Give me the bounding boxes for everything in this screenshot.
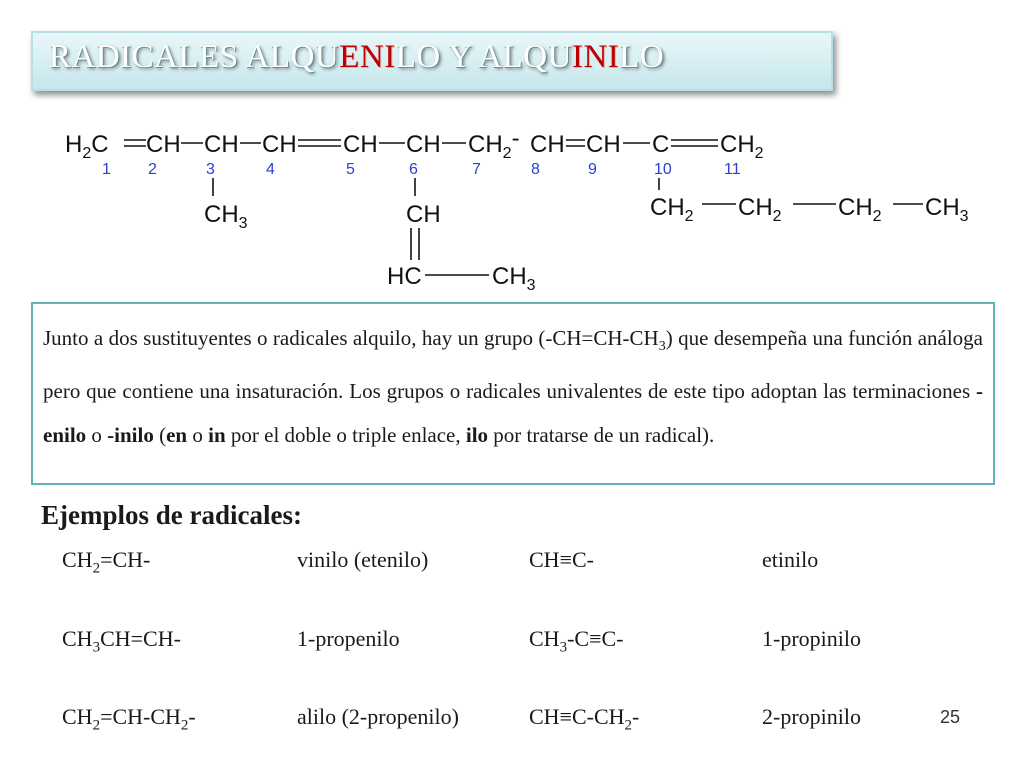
locant-5: 5 — [346, 161, 355, 178]
structural-formula — [0, 100, 1024, 300]
atom-ch2-7: $CH_2-$ — [468, 125, 520, 162]
example-name-2-propinilo: 2-propinilo — [762, 704, 861, 729]
atom-ch-9: CH — [586, 131, 621, 158]
branch-6-ch: CH — [406, 201, 441, 228]
example-name-alilo: alilo (2-propenilo) — [297, 704, 459, 729]
atom-ch2-11: $CH_2$ — [720, 131, 764, 162]
example-name-1-propenilo: 1-propenilo — [297, 626, 400, 651]
term-in: in — [208, 423, 226, 448]
locant-4: 4 — [266, 161, 275, 178]
term-ilo: ilo — [465, 423, 489, 448]
branch-10-ch2-c: $CH_2$ — [838, 194, 882, 225]
atom-c-10: C — [652, 131, 670, 158]
slide-title — [49, 39, 664, 76]
atom-h2c-1: $H_2C$ — [65, 131, 109, 162]
branch-6-ch3: $CH_3$ — [492, 263, 536, 294]
locant-9: 9 — [588, 161, 597, 178]
example-name-vinilo: vinilo (etenilo) — [297, 547, 429, 572]
locant-11: 11 — [724, 161, 741, 178]
example-formula-1-propenilo: $CH_3CH=CH-$ — [62, 626, 181, 656]
locant-2: 2 — [148, 161, 157, 178]
title-highlight-eni: ENI — [339, 39, 396, 75]
term-inilo: -inilo — [107, 423, 154, 448]
examples-heading: Ejemplos de radicales: — [41, 500, 302, 530]
branch-6-hc: HC — [387, 263, 422, 290]
info-box — [31, 302, 995, 485]
branch-10-ch2-a: $CH_2$ — [650, 194, 694, 225]
locant-1: 1 — [102, 161, 111, 178]
locant-6: 6 — [409, 161, 418, 178]
info-paragraph: Junto a dos sustituyentes o radicales alquilo, hay un grupo $(-CH=CH-CH_3)$ que desempeña una función análoga pero que contiene una insaturación. Los grupos o radicales univalentes de este tipo adoptan las terminaciones -enilo o -inilo (en o in por el doble o triple enlace, ilo por tratarse de un radical). — [43, 326, 984, 448]
title-highlight-ini: INI — [571, 39, 620, 75]
example-name-etinilo: etinilo — [762, 547, 819, 572]
term-en: en — [166, 423, 188, 448]
branch-3-ch3: $CH_3$ — [204, 201, 248, 232]
branch-10-ch2-b: $CH_2$ — [738, 194, 782, 225]
example-formula-alilo: $CH_2=CH-CH_2-$ — [62, 704, 196, 734]
atom-ch-2: CH — [146, 131, 181, 158]
locant-3: 3 — [206, 161, 215, 178]
title-part1: RADICALES ALQU — [49, 39, 340, 75]
atom-ch-6: CH — [406, 131, 441, 158]
locant-10: 10 — [654, 161, 672, 178]
atom-ch-8: CH — [530, 131, 565, 158]
example-formula-etinilo: CH≡C- — [529, 547, 594, 572]
locant-7: 7 — [472, 161, 481, 178]
branch-10-ch3: $CH_3$ — [925, 194, 969, 225]
term-enilo: -enilo — [43, 379, 983, 448]
locant-8: 8 — [531, 161, 540, 178]
title-box — [31, 31, 833, 91]
example-formula-1-propinilo: $CH_3-C\equiv C-$ — [529, 626, 624, 656]
example-formula-2-propinilo: $CH\equiv C-CH_2-$ — [529, 704, 640, 734]
example-formula-vinilo: $CH_2=CH-$ — [62, 547, 151, 577]
atom-ch-5: CH — [343, 131, 378, 158]
atom-ch-3: CH — [204, 131, 239, 158]
atom-ch-4: CH — [262, 131, 297, 158]
example-name-1-propinilo: 1-propinilo — [762, 626, 861, 651]
title-part3: LO — [619, 39, 665, 75]
title-part2: LO Y ALQU — [395, 39, 572, 75]
page-number: 25 — [940, 707, 961, 727]
